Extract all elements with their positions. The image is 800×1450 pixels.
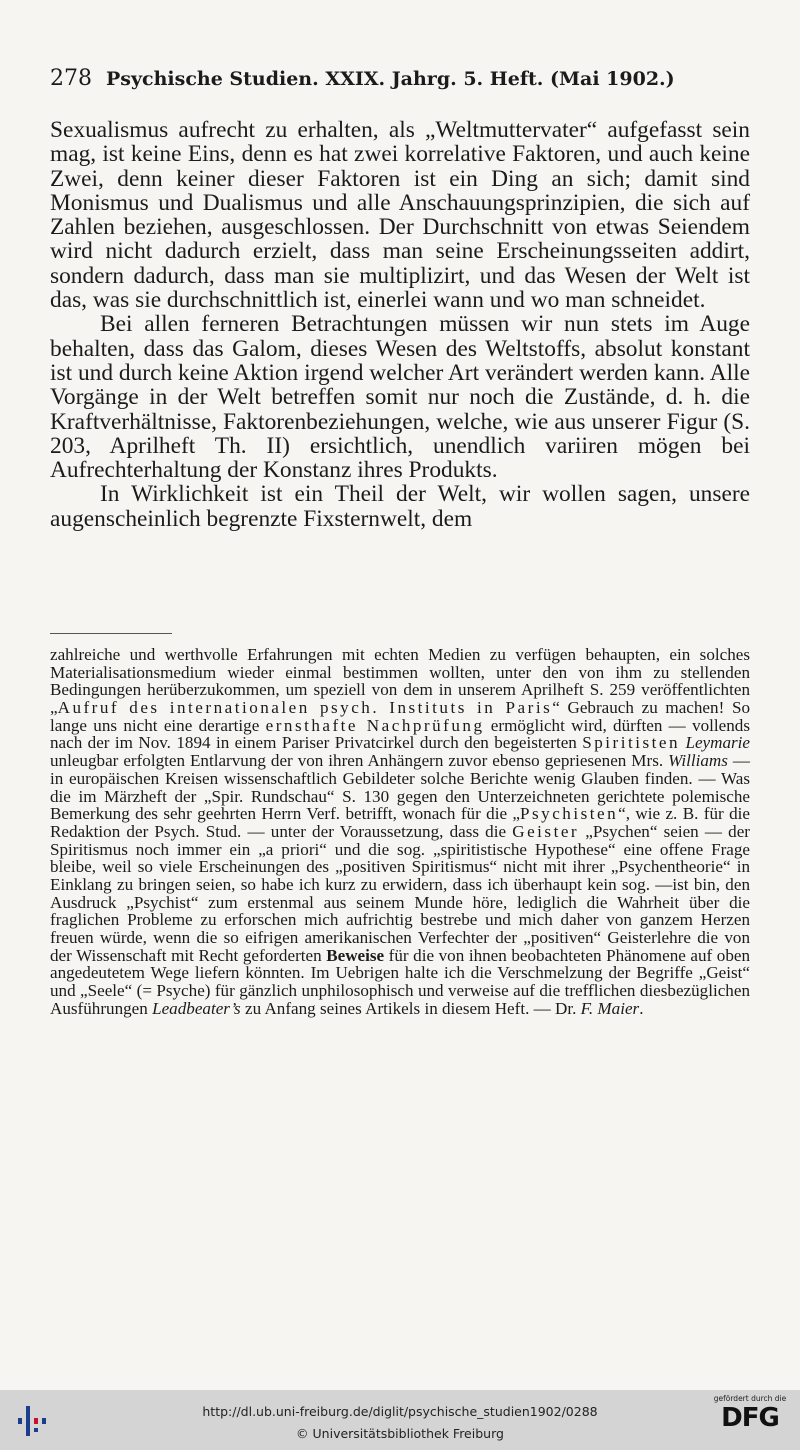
- footnote-spaced-emphasis: Spiritisten: [582, 733, 681, 753]
- footnote-bold-emphasis: Beweise: [326, 945, 385, 965]
- dfg-logo-text: DFG: [721, 1403, 779, 1433]
- paragraph-3: In Wirklichkeit ist ein Theil der Welt, wir wollen sagen, unsere augenscheinlich begrenzte Fixsternwelt, dem: [50, 481, 750, 532]
- footnote-segment: zahlreiche und werthvolle Erfahrungen mit echten Medien zu verfügen behaupten, ein solches Materialisationsmedium wieder einmal bestimmen wollten, unter den von ihm zu stellenden Bedingungen herüberzukommen, um speziell von dem in unserem Aprilheft S. 259 veröffentlichten „: [50, 645, 750, 718]
- copyright-text: © Universitätsbibliothek Freiburg: [296, 1426, 504, 1441]
- footnote-segment: .: [639, 998, 644, 1018]
- footnote: [50, 646, 750, 1017]
- footnote-segment: “ Gebrauch zu machen! So lange uns nicht eine derartige: [50, 698, 750, 735]
- footnote-segment: — in europäischen Kreisen wissenschaftlich Gebildeter solche Berichte wenig Glauben finden. — Was die im Märzheft der „Spir. Rundschau“ S. 130 gegen den Unterzeichneten gerichtete polemische Bemerkung des sehr geehrten Herrn Verf. betrifft, wonach für die „: [50, 751, 750, 824]
- footnote-segment: „Psychen“ seien — der Spiritismus noch immer ein „a priori“ und die sog. „spiritistische Hypothese“ eine offene Frage bleibe, weil so viele Erscheinungen des „positiven Spiritismus“ nicht mit ihrer „Psychentheorie“ in Einklang zu bringen seien, so habe ich kurz zu erwidern, dass ich überhaupt kein sog. —ist bin, den Ausdruck „Psychist“ zum erstenmal aus seinem Munde höre, lediglich die Wahrheit über die fraglichen Probleme zu erforschen mich aufrichtig bestrebe und mich daher von ganzem Herzen freuen würde, wenn die so eifrigen amerikanischen Verfechter der „positiven“ Geisterlehre die von der Wissenschaft mit Recht geforderten: [50, 821, 750, 965]
- footnote-italic-name: Williams: [668, 751, 728, 771]
- dfg-logo: [708, 1394, 792, 1448]
- footnote-spaced-emphasis: Psychisten: [520, 804, 619, 824]
- footnote-segment: ermöglicht wird, dürften — vollends nach der im Nov. 1894 in einem Pariser Privatcirkel durch den begeisterten: [50, 715, 750, 753]
- footnote-spaced-emphasis: Geister: [512, 821, 580, 841]
- paragraph-2: Bei allen ferneren Betrachtungen müssen wir nun stets im Auge behalten, dass das Galom, dieses Wesen des Weltstoffs, absolut konstant ist und durch keine Aktion irgend welcher Art verändert werden kann. Alle Vorgänge in der Welt betreffen somit nur noch die Zustände, d. h. die Kraftverhältnisse, Faktorenbeziehungen, welche, wie aus unserer Figur (S. 203, Aprilheft Th. II) ersichtlich, unendlich variiren mögen bei Aufrechterhaltung der Konstanz ihres Produkts.: [50, 311, 750, 484]
- viewer-footer: [0, 1390, 800, 1450]
- footnote-segment: für die von ihnen beobachteten Phänomene auf oben angedeutetem Wege liefern könnten. Im Uebrigen halte ich die Verschmelzung der Begriffe „Geist“ und „Seele“ (= Psyche) für gänzlich unphilosophisch und verweise auf die trefflichen diesbezüglichen Ausführungen: [50, 945, 750, 1018]
- footnote-italic-name: Leadbeater’s: [152, 998, 241, 1018]
- running-title: Psychische Studien. XXIX. Jahrg. 5. Heft. (Mai 1902.): [106, 68, 675, 90]
- funding-note: gefördert durch die: [713, 1394, 787, 1403]
- footnote-author: F. Maier: [580, 998, 640, 1018]
- source-url-link[interactable]: http://dl.ub.uni-freiburg.de/diglit/psychische_studien1902/0288: [202, 1404, 598, 1419]
- footnote-spaced-emphasis: ernsthafte Nachprüfung: [265, 715, 485, 735]
- footnote-spaced-title: Aufruf des internationalen psych. Instituts in Paris: [57, 698, 553, 718]
- paragraph-1: Sexualismus aufrecht zu erhalten, als „Weltmuttervater“ aufgefasst sein mag, ist keine Eins, denn es hat zwei korrelative Faktoren, und auch keine Zwei, denn keiner dieser Faktoren ist ein Ding an sich; damit sind Monismus und Dualismus und alle Anschauungsprinzipien, die sich auf Zahlen beziehen, ausgeschlossen. Der Durchschnitt von etwas Seiendem wird nicht dadurch erzielt, dass man seine Erscheinungsseiten addirt, sondern dadurch, dass man sie multiplizirt, und das Wesen der Welt ist das, was sie durchschnittlich ist, einerlei wann und wo man schneidet.: [50, 117, 750, 314]
- footnote-italic-name: Leymarie: [685, 733, 750, 753]
- footnote-separator: [50, 633, 172, 634]
- footnote-segment: unleugbar erfolgten Entlarvung der von ihren Anhängern zuvor ebenso gepriesenen Mrs.: [50, 751, 669, 771]
- footnote-text: [50, 646, 750, 1017]
- footnote-segment: zu Anfang seines Artikels in diesem Heft. — Dr.: [240, 998, 581, 1018]
- running-header: [50, 66, 750, 91]
- main-text: [50, 118, 750, 531]
- footnote-segment: “, wie z. B. für die Redaktion der Psych. Stud. — unter der Voraussetzung, dass die: [50, 804, 750, 841]
- page-number: 278: [50, 66, 92, 91]
